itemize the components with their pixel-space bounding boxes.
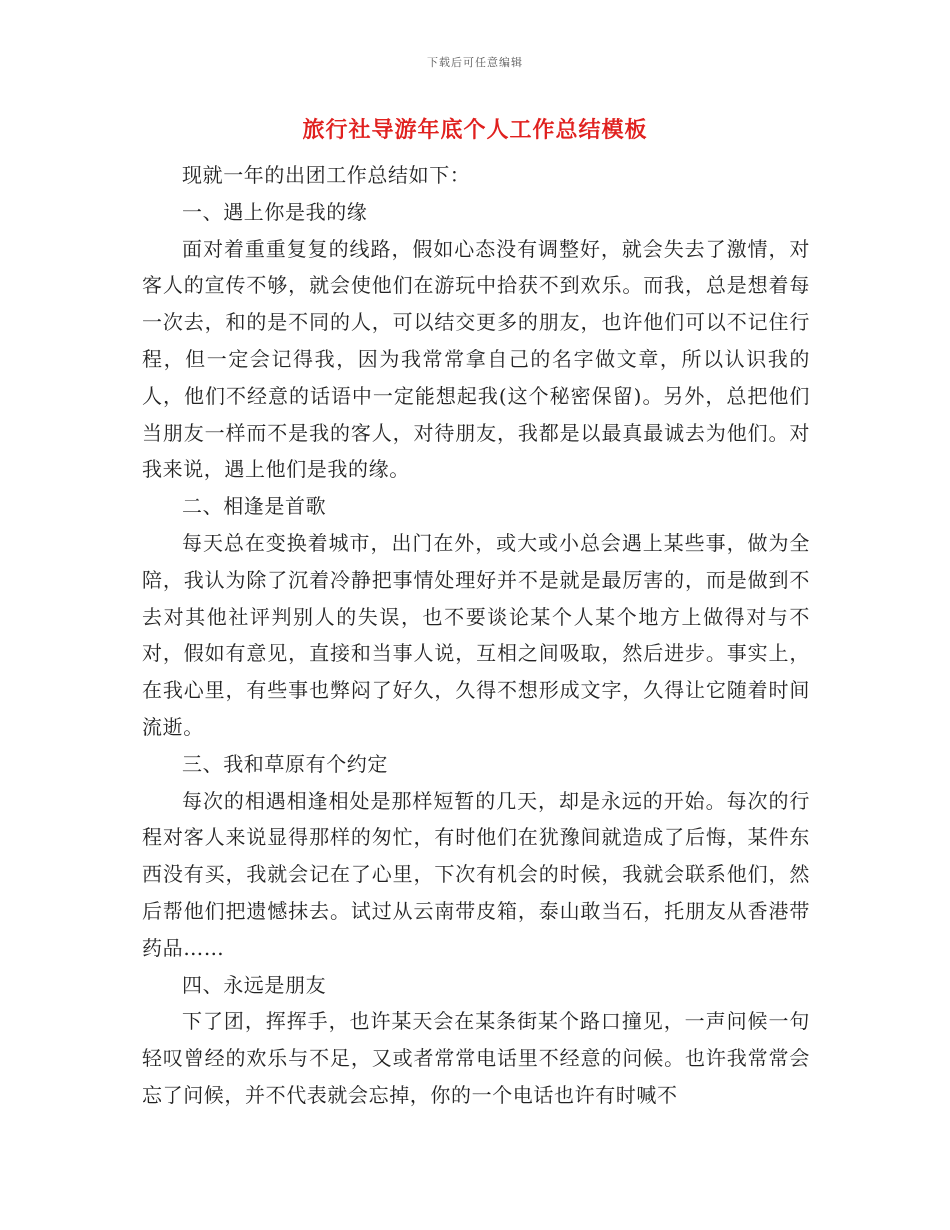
section-heading-1: 一、遇上你是我的缘 (182, 199, 368, 224)
intro-paragraph: 现就一年的出团工作总结如下： (182, 163, 471, 187)
section-heading-4: 四、永远是朋友 (182, 972, 327, 997)
section-paragraph-4: 下了团，挥挥手，也许某天会在某条街某个路口撞见，一声问候一句轻叹曾经的欢乐与不足，又或者常常电话里不经意的问候。也许我常常会忘了问候，并不代表就会忘掉，你的一个电话也许有时喊不 (142, 1009, 810, 1107)
section-heading-2: 二、相逢是首歌 (182, 494, 327, 519)
header-note: 下载后可任意编辑 (427, 56, 523, 69)
section-paragraph-2: 每天总在变换着城市，出门在外，或大或小总会遇上某些事，做为全陪，我认为除了沉着冷静把事情处理好并不是就是最厉害的，而是做到不去对其他社评判别人的失误，也不要谈论某个人某个地方上做得对与不对，假如有意见，直接和当事人说，互相之间吸取，然后进步。事实上，在我心里，有些事也弊闷了好久，久得不想形成文字，久得让它随着时间流逝。 (142, 530, 810, 739)
section-paragraph-1: 面对着重重复复的线路，假如心态没有调整好，就会失去了激情，对客人的宣传不够，就会使他们在游玩中拾获不到欢乐。而我，总是想着每一次去，和的是不同的人，可以结交更多的朋友，也许他们可以不记住行程，但一定会记得我，因为我常常拿自己的名字做文章，所以认识我的人，他们不经意的话语中一定能想起我(这个秘密保留)。另外，总把他们当朋友一样而不是我的客人，对待朋友，我都是以最真最诚去为他们。对我来说，遇上他们是我的缘。 (142, 236, 810, 482)
document-body (142, 157, 810, 1114)
section-paragraph-3: 每次的相遇相逢相处是那样短暂的几天，却是永远的开始。每次的行程对客人来说显得那样的匆忙，有时他们在犹豫间就造成了后悔，某件东西没有买，我就会记在了心里，下次有机会的时候，我就会联系他们，然后帮他们把遗憾抹去。试过从云南带皮箱，泰山敢当石，托朋友从香港带药品…… (142, 788, 810, 960)
document-title: 旅行社导游年底个人工作总结模板 (302, 117, 648, 143)
section-heading-3: 三、我和草原有个约定 (182, 751, 388, 776)
